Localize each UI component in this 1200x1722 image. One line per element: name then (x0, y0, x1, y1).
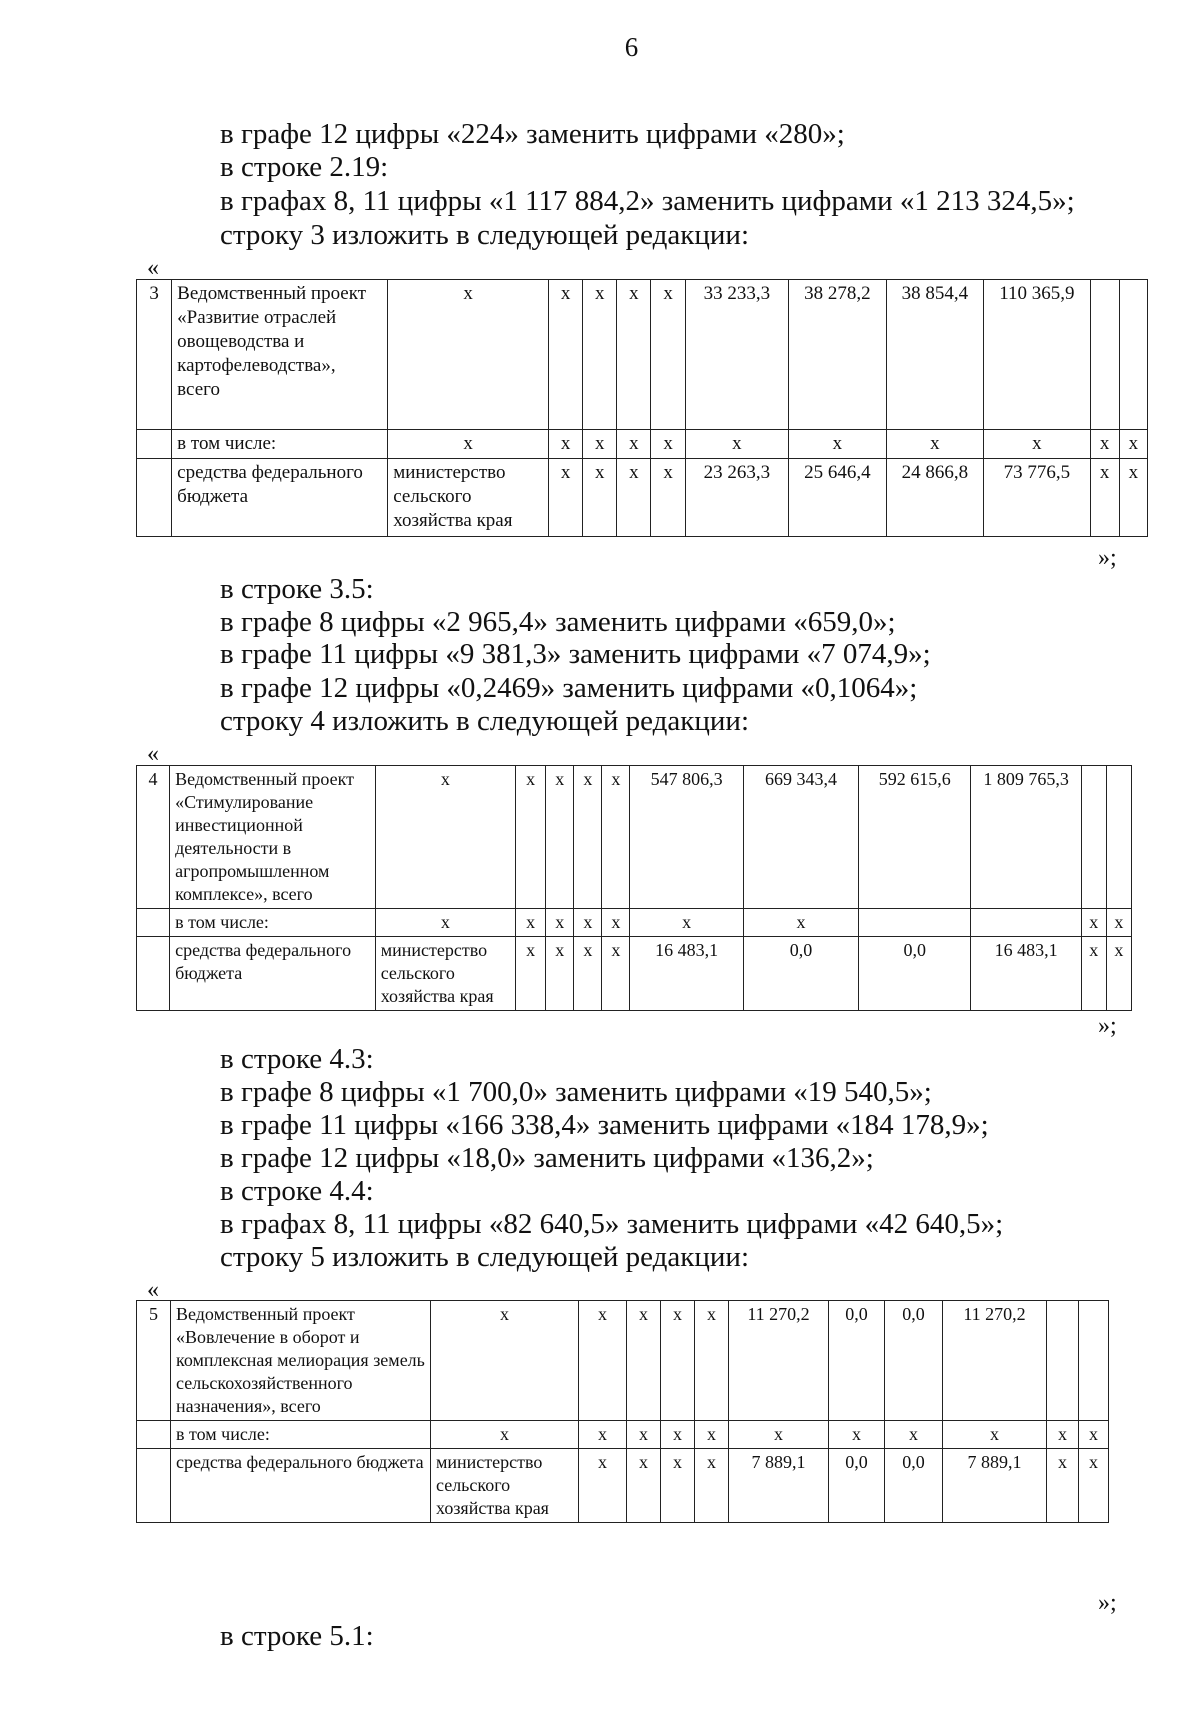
table-cell: в том числе: (172, 430, 388, 459)
table-cell: х (1090, 430, 1119, 459)
table-cell: 16 483,1 (971, 937, 1081, 1011)
table-cell: х (630, 909, 743, 937)
table-cell: х (549, 459, 583, 537)
table-cell: х (574, 909, 602, 937)
table-cell: средства федерального бюджета (170, 937, 376, 1011)
table-cell (1106, 766, 1131, 909)
table-cell: х (516, 909, 546, 937)
paragraph: в графе 8 цифры «2 965,4» заменить цифрами «659,0»; (220, 606, 896, 638)
paragraph: в графе 11 цифры «166 338,4» заменить цифрами «184 178,9»; (220, 1109, 989, 1141)
table-row-5 (136, 1300, 1109, 1523)
table-cell: х (583, 280, 617, 430)
table-cell: 38 854,4 (886, 280, 983, 430)
paragraph: строку 3 изложить в следующей редакции: (220, 219, 749, 251)
table-cell: 16 483,1 (630, 937, 743, 1011)
table-cell: 0,0 (829, 1449, 885, 1523)
table-cell: 0,0 (859, 937, 971, 1011)
table-cell: х (602, 937, 630, 1011)
table-cell: 5 (137, 1301, 171, 1421)
table-cell: х (685, 430, 789, 459)
table-cell: х (651, 459, 685, 537)
table-cell: х (1079, 1421, 1109, 1449)
table-cell: х (579, 1449, 627, 1523)
table-cell: х (546, 766, 574, 909)
table-cell: х (1081, 937, 1106, 1011)
table-cell: х (431, 1301, 579, 1421)
table-cell: средства федерального бюджета (172, 459, 388, 537)
table-cell (1081, 766, 1106, 909)
table-cell: х (661, 1301, 695, 1421)
table-cell: 73 776,5 (984, 459, 1091, 537)
paragraph: в строке 3.5: (220, 573, 374, 605)
close-quote: »; (1098, 1013, 1117, 1039)
paragraph: в строке 4.4: (220, 1175, 374, 1207)
table-row-4 (136, 765, 1132, 1011)
table-row (137, 1421, 1109, 1449)
table-cell: х (1047, 1449, 1079, 1523)
table-row (137, 1301, 1109, 1421)
table-cell: 669 343,4 (743, 766, 858, 909)
table-cell: 33 233,3 (685, 280, 789, 430)
paragraph: в графе 12 цифры «224» заменить цифрами «280»; (220, 118, 845, 150)
table-cell: х (602, 766, 630, 909)
table-cell: х (388, 280, 549, 430)
table-cell (1079, 1301, 1109, 1421)
table-cell (859, 909, 971, 937)
table-cell: в том числе: (170, 909, 376, 937)
table-row (137, 909, 1132, 937)
table-cell: в том числе: (171, 1421, 431, 1449)
paragraph: в графе 12 цифры «18,0» заменить цифрами «136,2»; (220, 1142, 874, 1174)
table-row (137, 430, 1148, 459)
table-cell: Ведомственный проект «Вовлечение в оборот и комплексная мелиорация земель сельскохозяйственного назначения», всего (171, 1301, 431, 1421)
table-cell: министерство сельского хозяйства края (431, 1449, 579, 1523)
table-cell: х (546, 909, 574, 937)
table-cell: х (1079, 1449, 1109, 1523)
table-cell: х (695, 1449, 729, 1523)
table-cell: х (1090, 459, 1119, 537)
table-row (137, 766, 1132, 909)
table-cell: х (627, 1449, 661, 1523)
close-quote: »; (1098, 1590, 1117, 1616)
table-cell (137, 1449, 171, 1523)
table-cell: х (549, 280, 583, 430)
table-cell: 1 809 765,3 (971, 766, 1081, 909)
paragraph: в строке 4.3: (220, 1043, 374, 1075)
table-cell: 7 889,1 (729, 1449, 829, 1523)
paragraph: в графе 11 цифры «9 381,3» заменить цифрами «7 074,9»; (220, 638, 931, 670)
paragraph: в строке 5.1: (220, 1620, 374, 1652)
table-cell: х (1119, 459, 1147, 537)
paragraph: в строке 2.19: (220, 151, 389, 183)
table-row (137, 459, 1148, 537)
table-cell: х (516, 937, 546, 1011)
table-cell: 0,0 (885, 1449, 943, 1523)
table-cell: средства федерального бюджета (171, 1449, 431, 1523)
table-cell: х (1106, 937, 1131, 1011)
table-cell: 25 646,4 (789, 459, 886, 537)
table-cell: 110 365,9 (984, 280, 1091, 430)
table-cell: х (984, 430, 1091, 459)
table-cell: министерство сельского хозяйства края (375, 937, 515, 1011)
table-cell: 592 615,6 (859, 766, 971, 909)
table-cell: Ведомственный проект «Развитие отраслей овощеводства и картофелеводства», всего (172, 280, 388, 430)
table-cell: х (617, 280, 651, 430)
table-cell: 0,0 (885, 1301, 943, 1421)
table-cell: х (375, 766, 515, 909)
table-cell: х (1047, 1421, 1079, 1449)
table-cell: х (583, 430, 617, 459)
table-cell: х (579, 1301, 627, 1421)
table-cell (137, 459, 172, 537)
table-cell: 4 (137, 766, 170, 909)
table-cell (1119, 280, 1147, 430)
table-cell (1090, 280, 1119, 430)
paragraph: в графе 12 цифры «0,2469» заменить цифрами «0,1064»; (220, 672, 918, 704)
table-cell: х (617, 459, 651, 537)
table-row (137, 1449, 1109, 1523)
table-cell: х (579, 1421, 627, 1449)
table-cell (137, 1421, 171, 1449)
table-cell (137, 430, 172, 459)
table-cell: х (661, 1449, 695, 1523)
table-row (137, 280, 1148, 430)
table-row-3 (136, 279, 1148, 537)
table-cell: 11 270,2 (729, 1301, 829, 1421)
table-cell: х (574, 766, 602, 909)
table-cell: х (574, 937, 602, 1011)
table-cell: Ведомственный проект «Стимулирование инвестиционной деятельности в агропромышленном комплексе», всего (170, 766, 376, 909)
table-cell (1047, 1301, 1079, 1421)
table-cell: х (695, 1421, 729, 1449)
table-cell: х (829, 1421, 885, 1449)
open-quote: « (147, 1277, 159, 1303)
table-cell (137, 909, 170, 937)
table-row (137, 937, 1132, 1011)
table-cell: х (516, 766, 546, 909)
page-number: 6 (624, 32, 639, 62)
table-cell: 0,0 (743, 937, 858, 1011)
table-cell (971, 909, 1081, 937)
table-cell: х (617, 430, 651, 459)
table-cell: х (651, 430, 685, 459)
table-cell: х (1081, 909, 1106, 937)
table-cell: х (627, 1301, 661, 1421)
table-cell: 23 263,3 (685, 459, 789, 537)
paragraph: в графе 8 цифры «1 700,0» заменить цифрами «19 540,5»; (220, 1076, 932, 1108)
table-cell: 7 889,1 (943, 1449, 1047, 1523)
close-quote: »; (1098, 545, 1117, 571)
open-quote: « (147, 741, 159, 767)
table-cell: х (375, 909, 515, 937)
table-cell: х (743, 909, 858, 937)
table-cell: х (651, 280, 685, 430)
table-cell: х (1119, 430, 1147, 459)
table-cell: х (789, 430, 886, 459)
table-cell: 11 270,2 (943, 1301, 1047, 1421)
table-cell: х (886, 430, 983, 459)
table-cell: министерство сельского хозяйства края (388, 459, 549, 537)
table-cell: х (627, 1421, 661, 1449)
table-cell: х (885, 1421, 943, 1449)
table-cell: 38 278,2 (789, 280, 886, 430)
table-cell: х (388, 430, 549, 459)
table-cell: х (1106, 909, 1131, 937)
table-cell: х (943, 1421, 1047, 1449)
table-cell: х (546, 937, 574, 1011)
table-cell: х (431, 1421, 579, 1449)
paragraph: в графах 8, 11 цифры «82 640,5» заменить цифрами «42 640,5»; (220, 1208, 1004, 1240)
table-cell: х (661, 1421, 695, 1449)
table-cell: х (602, 909, 630, 937)
paragraph: строку 5 изложить в следующей редакции: (220, 1241, 749, 1273)
table-cell: 547 806,3 (630, 766, 743, 909)
table-cell: х (583, 459, 617, 537)
open-quote: « (147, 255, 159, 281)
paragraph: строку 4 изложить в следующей редакции: (220, 705, 749, 737)
table-cell: 24 866,8 (886, 459, 983, 537)
paragraph: в графах 8, 11 цифры «1 117 884,2» заменить цифрами «1 213 324,5»; (220, 185, 1075, 217)
table-cell: 0,0 (829, 1301, 885, 1421)
table-cell: 3 (137, 280, 172, 430)
table-cell: х (729, 1421, 829, 1449)
table-cell (137, 937, 170, 1011)
table-cell: х (549, 430, 583, 459)
table-cell: х (695, 1301, 729, 1421)
